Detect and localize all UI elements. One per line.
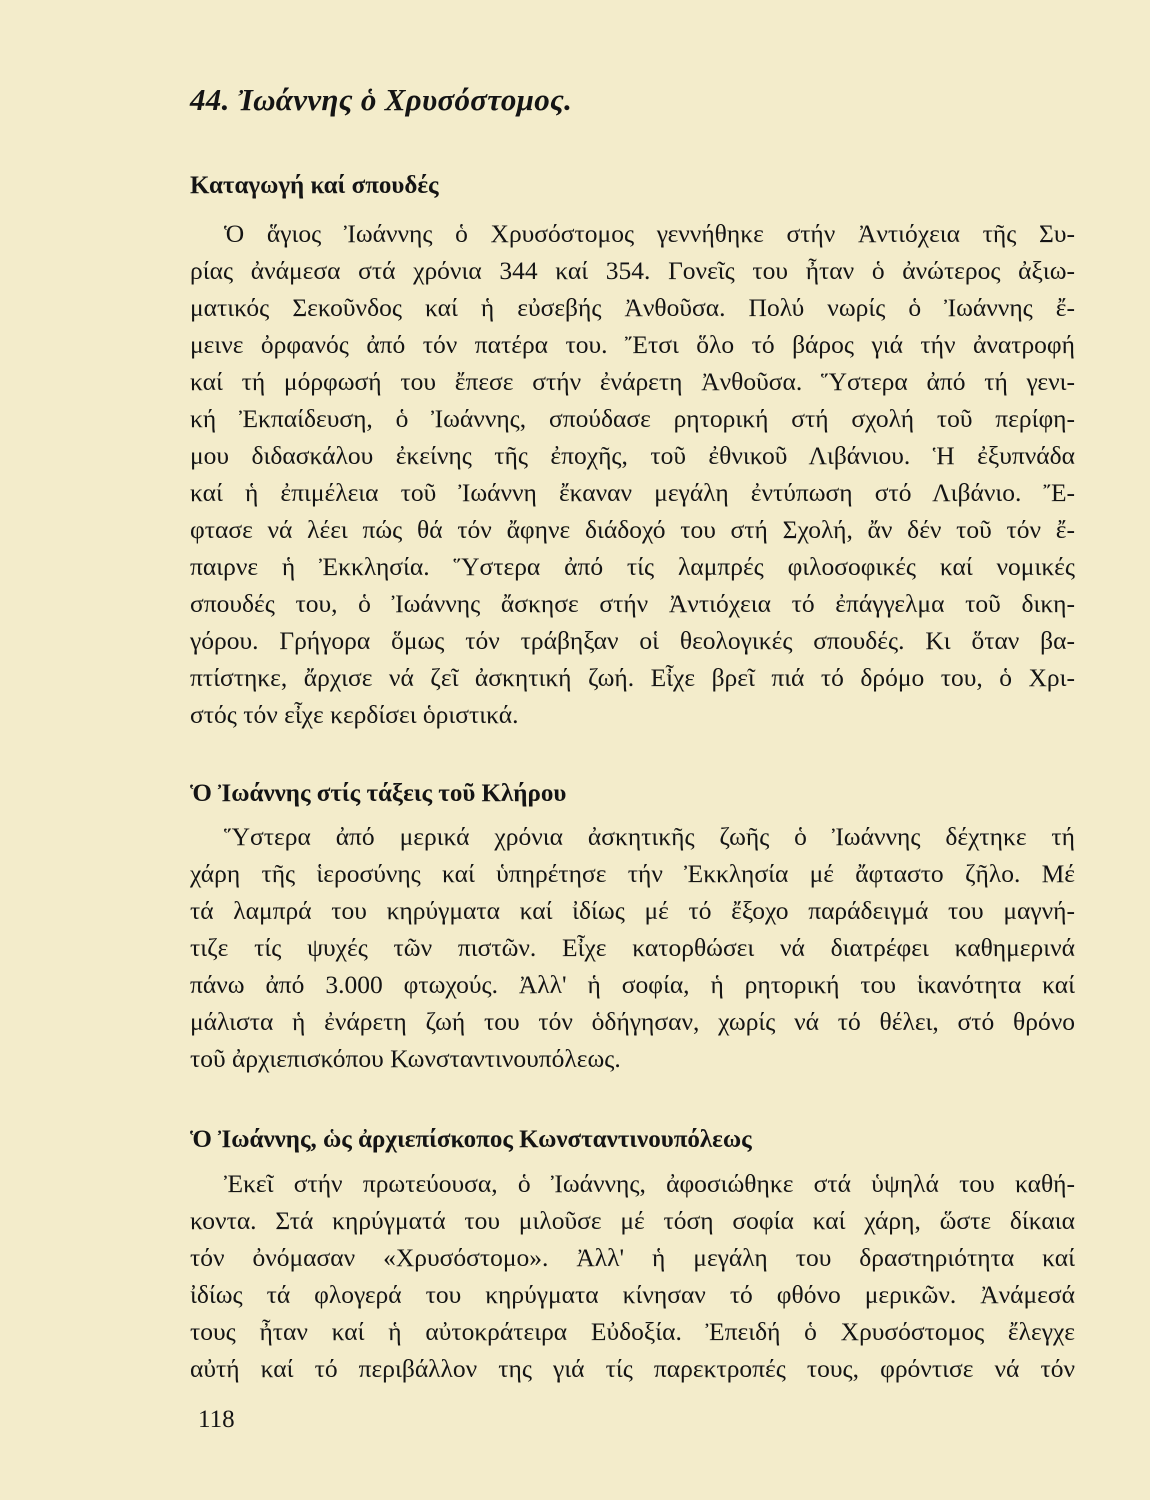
section-heading-clergy: Ὁ Ἰωάννης στίς τάξεις τοῦ Κλήρου bbox=[190, 780, 567, 807]
text-line: παιρνε ἡ Ἐκκλησία. Ὕστερα ἀπό τίς λαμπρές φιλοσοφικές καί νομικές bbox=[190, 552, 1075, 581]
text-line: πτίστηκε, ἄρχισε νά ζεῖ ἀσκητική ζωή. Εἶχε βρεῖ πιά τό δρόμο του, ὁ Χρι- bbox=[190, 663, 1075, 692]
text-line: ἰδίως τά φλογερά του κηρύγματα κίνησαν τό φθόνο μερικῶν. Ἀνάμεσά bbox=[190, 1280, 1075, 1309]
section-clergy-body bbox=[190, 818, 1075, 1077]
text-line: τιζε τίς ψυχές τῶν πιστῶν. Εἶχε κατορθώσει νά διατρέφει καθημερινά bbox=[190, 933, 1075, 962]
text-line: τοῦ ἀρχιεπισκόπου Κωνσταντινουπόλεως. bbox=[190, 1044, 621, 1073]
section-heading-archbishop: Ὁ Ἰωάννης, ὡς ἀρχιεπίσκοπος Κωνσταντινουπόλεως bbox=[190, 1126, 752, 1153]
text-line: τά λαμπρά του κηρύγματα καί ἰδίως μέ τό ἔξοχο παράδειγμά του μαγνή- bbox=[190, 896, 1075, 925]
section-archbishop-body bbox=[190, 1165, 1075, 1387]
text-line: μάλιστα ἡ ἐνάρετη ζωή του τόν ὁδήγησαν, χωρίς νά τό θέλει, στό θρόνο bbox=[190, 1007, 1075, 1036]
text-line: καί τή μόρφωσή του ἔπεσε στήν ἐνάρετη Ἀνθοῦσα. Ὕστερα ἀπό τή γενι- bbox=[190, 367, 1075, 396]
page-number: 118 bbox=[198, 1406, 235, 1433]
text-line: αὐτή καί τό περιβάλλον της γιά τίς παρεκτροπές τους, φρόντισε νά τόν bbox=[190, 1354, 1075, 1383]
text-line: στός τόν εἶχε κερδίσει ὁριστικά. bbox=[190, 700, 519, 729]
text-line: τόν ὀνόμασαν «Χρυσόστομο». Ἀλλ' ἡ μεγάλη του δραστηριότητα καί bbox=[190, 1243, 1075, 1272]
text-line: ματικός Σεκοῦνδος καί ἡ εὐσεβής Ἀνθοῦσα. Πολύ νωρίς ὁ Ἰωάννης ἔ- bbox=[190, 293, 1075, 322]
text-line: Ὕστερα ἀπό μερικά χρόνια ἀσκητικῆς ζωῆς ὁ Ἰωάννης δέχτηκε τή bbox=[224, 822, 1075, 851]
text-line: μεινε ὀρφανός ἀπό τόν πατέρα του. Ἔτσι ὅλο τό βάρος γιά τήν ἀνατροφή bbox=[190, 330, 1075, 359]
section-heading-origin: Καταγωγή καί σπουδές bbox=[190, 172, 439, 199]
text-line: τους ἦταν καί ἡ αὐτοκράτειρα Εὐδοξία. Ἐπειδή ὁ Χρυσόστομος ἔλεγχε bbox=[190, 1317, 1075, 1346]
chapter-title: 44. Ἰωάννης ὁ Χρυσόστομος. bbox=[190, 82, 573, 117]
text-line: ρίας ἀνάμεσα στά χρόνια 344 καί 354. Γονεῖς του ἦταν ὁ ἀνώτερος ἀξιω- bbox=[190, 256, 1075, 285]
text-line: πάνω ἀπό 3.000 φτωχούς. Ἀλλ' ἡ σοφία, ἡ ρητορική του ἱκανότητα καί bbox=[190, 970, 1075, 999]
text-line: χάρη τῆς ἱεροσύνης καί ὑπηρέτησε τήν Ἐκκλησία μέ ἄφταστο ζῆλο. Μέ bbox=[190, 859, 1075, 888]
text-line: καί ἡ ἐπιμέλεια τοῦ Ἰωάννη ἔκαναν μεγάλη ἐντύπωση στό Λιβάνιο. Ἔ- bbox=[190, 478, 1075, 507]
text-line: μου διδασκάλου ἐκείνης τῆς ἐποχῆς, τοῦ ἐθνικοῦ Λιβάνιου. Ἡ ἐξυπνάδα bbox=[190, 441, 1075, 470]
text-line: κοντα. Στά κηρύγματά του μιλοῦσε μέ τόση σοφία καί χάρη, ὥστε δίκαια bbox=[190, 1206, 1075, 1235]
text-line: σπουδές του, ὁ Ἰωάννης ἄσκησε στήν Ἀντιόχεια τό ἐπάγγελμα τοῦ δικη- bbox=[190, 589, 1075, 618]
text-line: Ὁ ἅγιος Ἰωάννης ὁ Χρυσόστομος γεννήθηκε στήν Ἀντιόχεια τῆς Συ- bbox=[224, 219, 1075, 248]
text-line: φτασε νά λέει πώς θά τόν ἄφηνε διάδοχό του στή Σχολή, ἄν δέν τοῦ τόν ἔ- bbox=[190, 515, 1075, 544]
text-line: Ἐκεῖ στήν πρωτεύουσα, ὁ Ἰωάννης, ἀφοσιώθηκε στά ὑψηλά του καθή- bbox=[224, 1169, 1075, 1198]
section-origin-body bbox=[190, 215, 1075, 733]
text-line: γόρου. Γρήγορα ὅμως τόν τράβηξαν οἱ θεολογικές σπουδές. Κι ὅταν βα- bbox=[190, 626, 1075, 655]
text-line: κή Ἐκπαίδευση, ὁ Ἰωάννης, σπούδασε ρητορική στή σχολή τοῦ περίφη- bbox=[190, 404, 1075, 433]
